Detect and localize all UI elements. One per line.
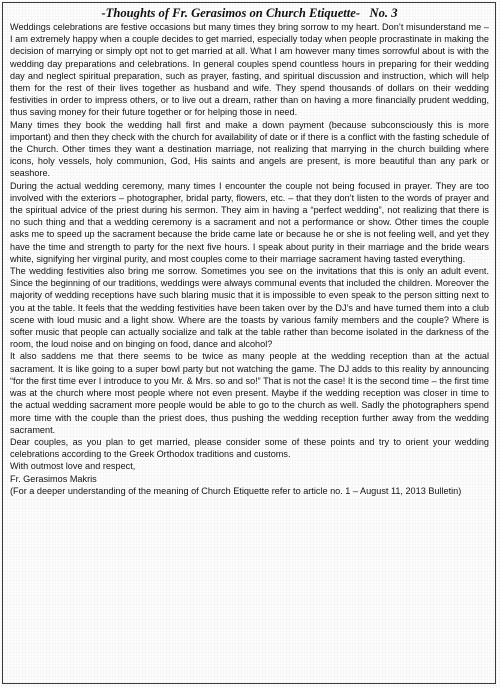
article-border xyxy=(2,2,496,684)
article-title: -Thoughts of Fr. Gerasimos on Church Etiquette- No. 3 xyxy=(101,6,398,20)
paragraph-ceremony: During the actual wedding ceremony, many times I encounter the couple not being focused in prayer. They are too involved with the exteriors – photographer, bridal party, flowers, etc. – that they don’t listen to the words of prayer and the spiritual advice of the priest during his sermon. They aim in having a “perfect wedding”, not realizing that there is no such thing and that a wedding ceremony is a sacrament and not a performance or show. Other times the couple asks me to speed up the sacrament because the bride came late or because he or she is not feeling well, and yet they have the time and strength to party for the next five hours. I speak about purity in their marriage and the bride wears white, signifying her virginal purity, and most couples come to their marriage sacrament having tasted everything. xyxy=(10,180,489,264)
paragraph-booking: Many times they book the wedding hall first and make a down payment (because subconsciously this is more important) and then they check with the church for availability of date or if there is a conflict with the fasting schedule of the Church. Other times they want a destination marriage, not realizing that marrying in the church building where icons, holy vessels, holy communion, God, His saints and angels are present, is more beautiful than any park or seashore. xyxy=(10,119,489,179)
reference-note: (For a deeper understanding of the meaning of Church Etiquette refer to article no. 1 – August 11, 2013 Bulletin) xyxy=(10,485,462,496)
paragraph-intro: Weddings celebrations are festive occasions but many times they bring sorrow to my heart. Don’t misunderstand me – I am extremely happy when a couple decides to get married, especially today when people procrastinate in making the decision of marrying or simply opt not to get married at all. What I am however many times sorrowful about is with the wedding day preparations and celebrations. In general couples spend countless hours in preparing for their wedding day and neglect spiritual preparation, such as prayer, fasting, and spiritual discussion and instruction, which will help them for the rest of their lives together as husband and wife. They spend thousands of dollars on their wedding festivities in order to impress others, or to live out a dream, rather than on having a more financially prudent wedding, thus saving money for their future together or for helping those in need. xyxy=(10,22,489,118)
paragraph-closing-advice: Dear couples, as you plan to get married, please consider some of these points and try to orient your wedding celebrations according to the Greek Orthodox traditions and customs. xyxy=(10,436,489,460)
paragraph-reception: It also saddens me that there seems to be twice as many people at the wedding reception than at the actual sacrament. It is like going to a super bowl party but not watching the game. The DJ adds to this reality by announcing “for the first time ever I introduce to you Mr. & Mrs. so and so!” That is not the case! It is the second time – the first time was at the church where most people where not even present. Maybe if the wedding reception was closer in time to the actual wedding sacrament more people would be able to go to the church as well. Sadly the photographers spend more time with the couple than the priest does, thus pushing the wedding reception further away from the wedding sacrament. xyxy=(10,351,489,435)
article-body xyxy=(10,21,489,497)
author-signature: Fr. Gerasimos Makris xyxy=(10,473,97,484)
signoff-line: With outmost love and respect, xyxy=(10,461,136,472)
paragraph-festivities: The wedding festivities also bring me sorrow. Sometimes you see on the invitations that this is only an adult event. Since the beginning of our traditions, weddings were always communal events that included the children. Moreover the majority of wedding receptions have such blaring music that it is impossible to even speak to the person sitting next to you at the table. It feels that the wedding festivities have been taken over by the DJ’s and have turned them into a club scene with loud music and a light show. Where are the toasts by various family members and the couple? Where is softer music that people can actually socialize and talk at the table rather than become isolated in the darkness of the room, the loud noise and on binging on food, dance and alcohol? xyxy=(10,266,489,350)
